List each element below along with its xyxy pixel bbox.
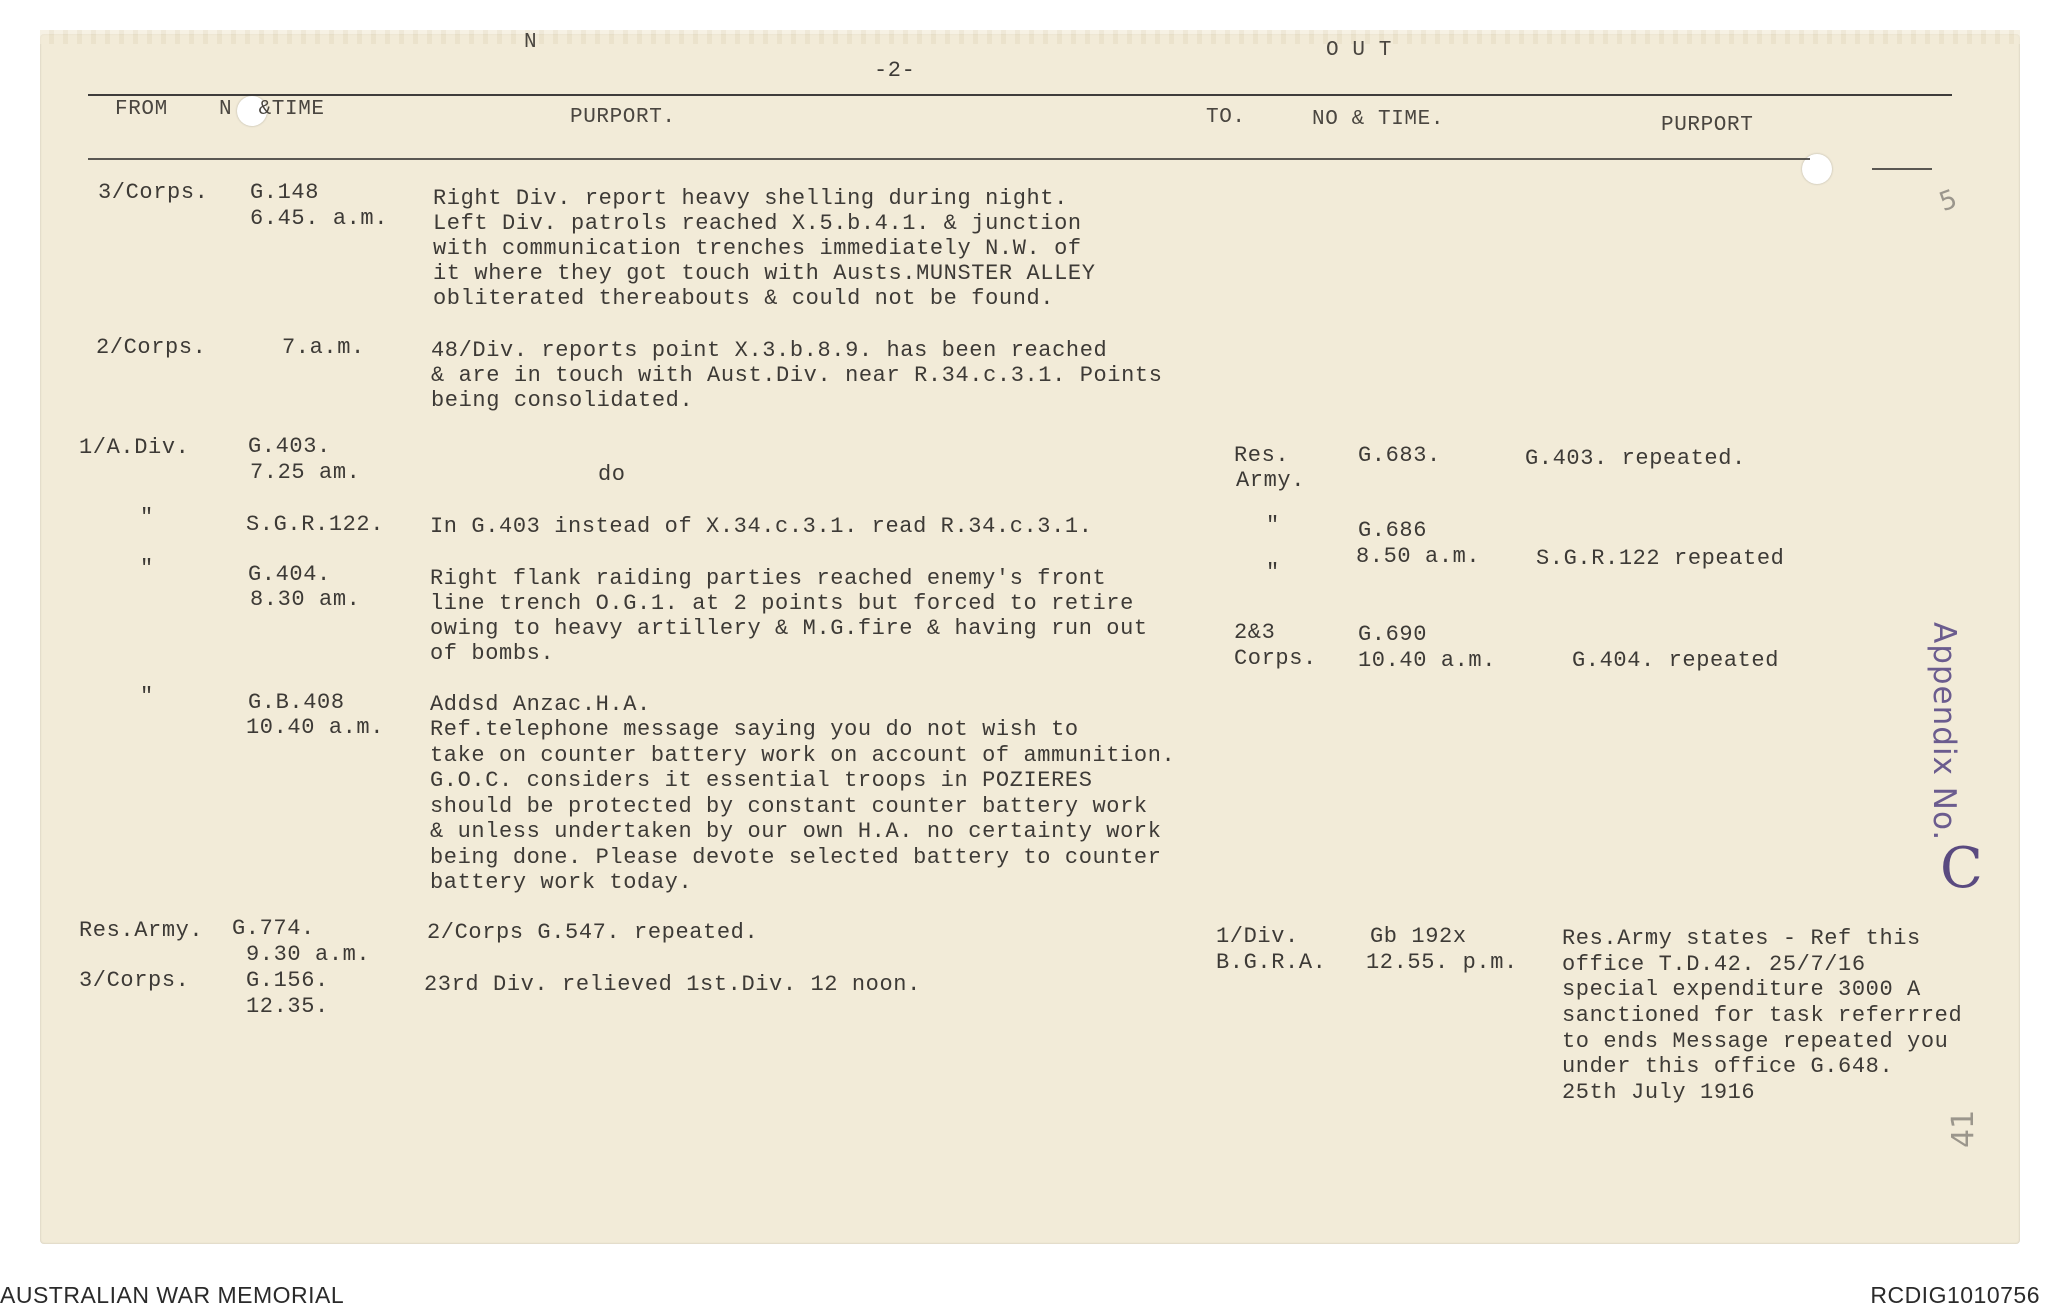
entry-no-time: 6.45. a.m. xyxy=(250,206,389,231)
footer-id: RCDIG1010756 xyxy=(1870,1282,2040,1308)
entry-out-purport-line: special expenditure 3000 A xyxy=(1562,977,1921,1002)
entry-to: B.G.R.A. xyxy=(1216,950,1327,975)
entry-purport-line: Addsd Anzac.H.A. xyxy=(430,692,651,717)
entry-no-time: 12.35. xyxy=(246,994,329,1019)
entry-out-no-time: G.686 xyxy=(1358,518,1428,543)
header-to: TO. xyxy=(1206,106,1246,129)
entry-out-purport-line: under this office G.648. xyxy=(1562,1054,1894,1079)
entry-from: Res.Army. xyxy=(79,918,204,943)
entry-purport-line: take on counter battery work on account of ammunition. xyxy=(430,743,1176,768)
entry-no-time: 7.a.m. xyxy=(282,335,365,360)
entry-no-time: G.403. xyxy=(248,434,331,459)
entry-out-purport-line: Res.Army states - Ref this xyxy=(1562,926,1921,951)
entry-out-purport: G.404. repeated xyxy=(1572,648,1780,673)
entry-purport-line: Left Div. patrols reached X.5.b.4.1. & junction xyxy=(433,211,1082,236)
header-rule-bottom xyxy=(1872,168,1932,170)
entry-no-time: G.774. xyxy=(232,916,315,941)
entry-no-time: 8.30 am. xyxy=(250,587,361,612)
entry-out-no-time: 12.55. p.m. xyxy=(1366,950,1518,975)
pencil-mark-bottom: 41 xyxy=(1946,1109,1981,1148)
header-rule-bottom xyxy=(88,158,1810,160)
entry-no-time: G.B.408 xyxy=(248,690,345,715)
entry-out-no-time: G.690 xyxy=(1358,622,1428,647)
entry-no-time: G.148 xyxy=(250,180,320,205)
header-purport-out: PURPORT xyxy=(1661,114,1754,137)
entry-no-time: S.G.R.122. xyxy=(246,512,385,537)
entry-no-time: 9.30 a.m. xyxy=(246,942,371,967)
entry-to: Res. xyxy=(1234,443,1290,468)
entry-from: " xyxy=(140,684,154,709)
entry-purport-line: 48/Div. reports point X.3.b.8.9. has been reached xyxy=(431,338,1108,363)
entry-purport-line: should be protected by constant counter battery work xyxy=(430,794,1148,819)
header-from: FROM xyxy=(115,98,168,121)
header-no-time: N &TIME xyxy=(219,98,325,121)
entry-purport-line: Right Div. report heavy shelling during night. xyxy=(433,186,1068,211)
entry-from: " xyxy=(140,556,154,581)
header-purport-in: PURPORT. xyxy=(570,106,676,129)
entry-to: 2&3 xyxy=(1234,620,1276,645)
entry-purport-line: & are in touch with Aust.Div. near R.34.c.3.1. Points xyxy=(431,363,1163,388)
header-rule-top xyxy=(88,94,1952,96)
entry-purport-line: 23rd Div. relieved 1st.Div. 12 noon. xyxy=(424,972,921,997)
appendix-stamp: Appendix No. xyxy=(1926,622,1962,842)
entry-purport-line: 2/Corps G.547. repeated. xyxy=(427,920,759,945)
fragment-out: O U T xyxy=(1326,39,1393,62)
entry-purport-line: line trench O.G.1. at 2 points but forced to retire xyxy=(430,591,1134,616)
entry-out-purport: G.403. repeated. xyxy=(1525,446,1746,471)
pencil-mark-top: 5 xyxy=(1935,184,1962,218)
header-no-time-out: NO & TIME. xyxy=(1312,108,1445,131)
entry-purport-line: Right flank raiding parties reached enemy's front xyxy=(430,566,1107,591)
page-number: -2- xyxy=(874,58,916,83)
entry-out-purport-line: sanctioned for task referrred xyxy=(1562,1003,1963,1028)
entry-out-purport-line: to ends Message repeated you xyxy=(1562,1029,1949,1054)
entry-out-purport-line: office T.D.42. 25/7/16 xyxy=(1562,952,1866,977)
entry-purport-line: Ref.telephone message saying you do not wish to xyxy=(430,717,1079,742)
fragment-in: N xyxy=(524,31,538,54)
entry-no-time: G.404. xyxy=(248,562,331,587)
entry-to: " xyxy=(1266,560,1280,585)
entry-purport-line: In G.403 instead of X.34.c.3.1. read R.34.c.3.1. xyxy=(430,514,1093,539)
entry-to: 1/Div. xyxy=(1216,924,1299,949)
entry-out-no-time: 10.40 a.m. xyxy=(1358,648,1497,673)
entry-from: " xyxy=(140,505,154,530)
entry-purport-line: owing to heavy artillery & M.G.fire & having run out xyxy=(430,616,1148,641)
entry-purport-line: it where they got touch with Austs.MUNSTER ALLEY xyxy=(433,261,1096,286)
entry-purport-line: obliterated thereabouts & could not be found. xyxy=(433,286,1055,311)
entry-purport-line: G.O.C. considers it essential troops in POZIERES xyxy=(430,768,1093,793)
entry-purport-line: do xyxy=(598,462,626,487)
appendix-stamp-letter: C xyxy=(1940,836,1983,901)
entry-to: " xyxy=(1266,513,1280,538)
entry-no-time: G.156. xyxy=(246,968,329,993)
entry-no-time: 7.25 am. xyxy=(250,460,361,485)
entry-purport-line: being consolidated. xyxy=(431,388,694,413)
entry-no-time: 10.40 a.m. xyxy=(246,715,385,740)
footer-credit: AUSTRALIAN WAR MEMORIAL xyxy=(0,1282,345,1308)
entry-from: 3/Corps. xyxy=(79,968,190,993)
entry-from: 1/A.Div. xyxy=(79,435,190,460)
entry-purport-line: being done. Please devote selected battery to counter xyxy=(430,845,1162,870)
entry-purport-line: with communication trenches immediately N.W. of xyxy=(433,236,1082,261)
entry-out-purport: S.G.R.122 repeated xyxy=(1536,546,1785,571)
entry-out-purport-line: 25th July 1916 xyxy=(1562,1080,1756,1105)
entry-from: 2/Corps. xyxy=(96,335,207,360)
entry-out-no-time: G.683. xyxy=(1358,443,1441,468)
entry-out-no-time: 8.50 a.m. xyxy=(1356,544,1481,569)
entry-to: Army. xyxy=(1236,468,1306,493)
entry-from: 3/Corps. xyxy=(98,180,209,205)
entry-purport-line: of bombs. xyxy=(430,641,555,666)
torn-edge xyxy=(40,30,2020,44)
entry-out-no-time: Gb 192x xyxy=(1370,924,1467,949)
entry-to: Corps. xyxy=(1234,646,1317,671)
entry-purport-line: battery work today. xyxy=(430,870,693,895)
entry-purport-line: & unless undertaken by our own H.A. no certainty work xyxy=(430,819,1162,844)
